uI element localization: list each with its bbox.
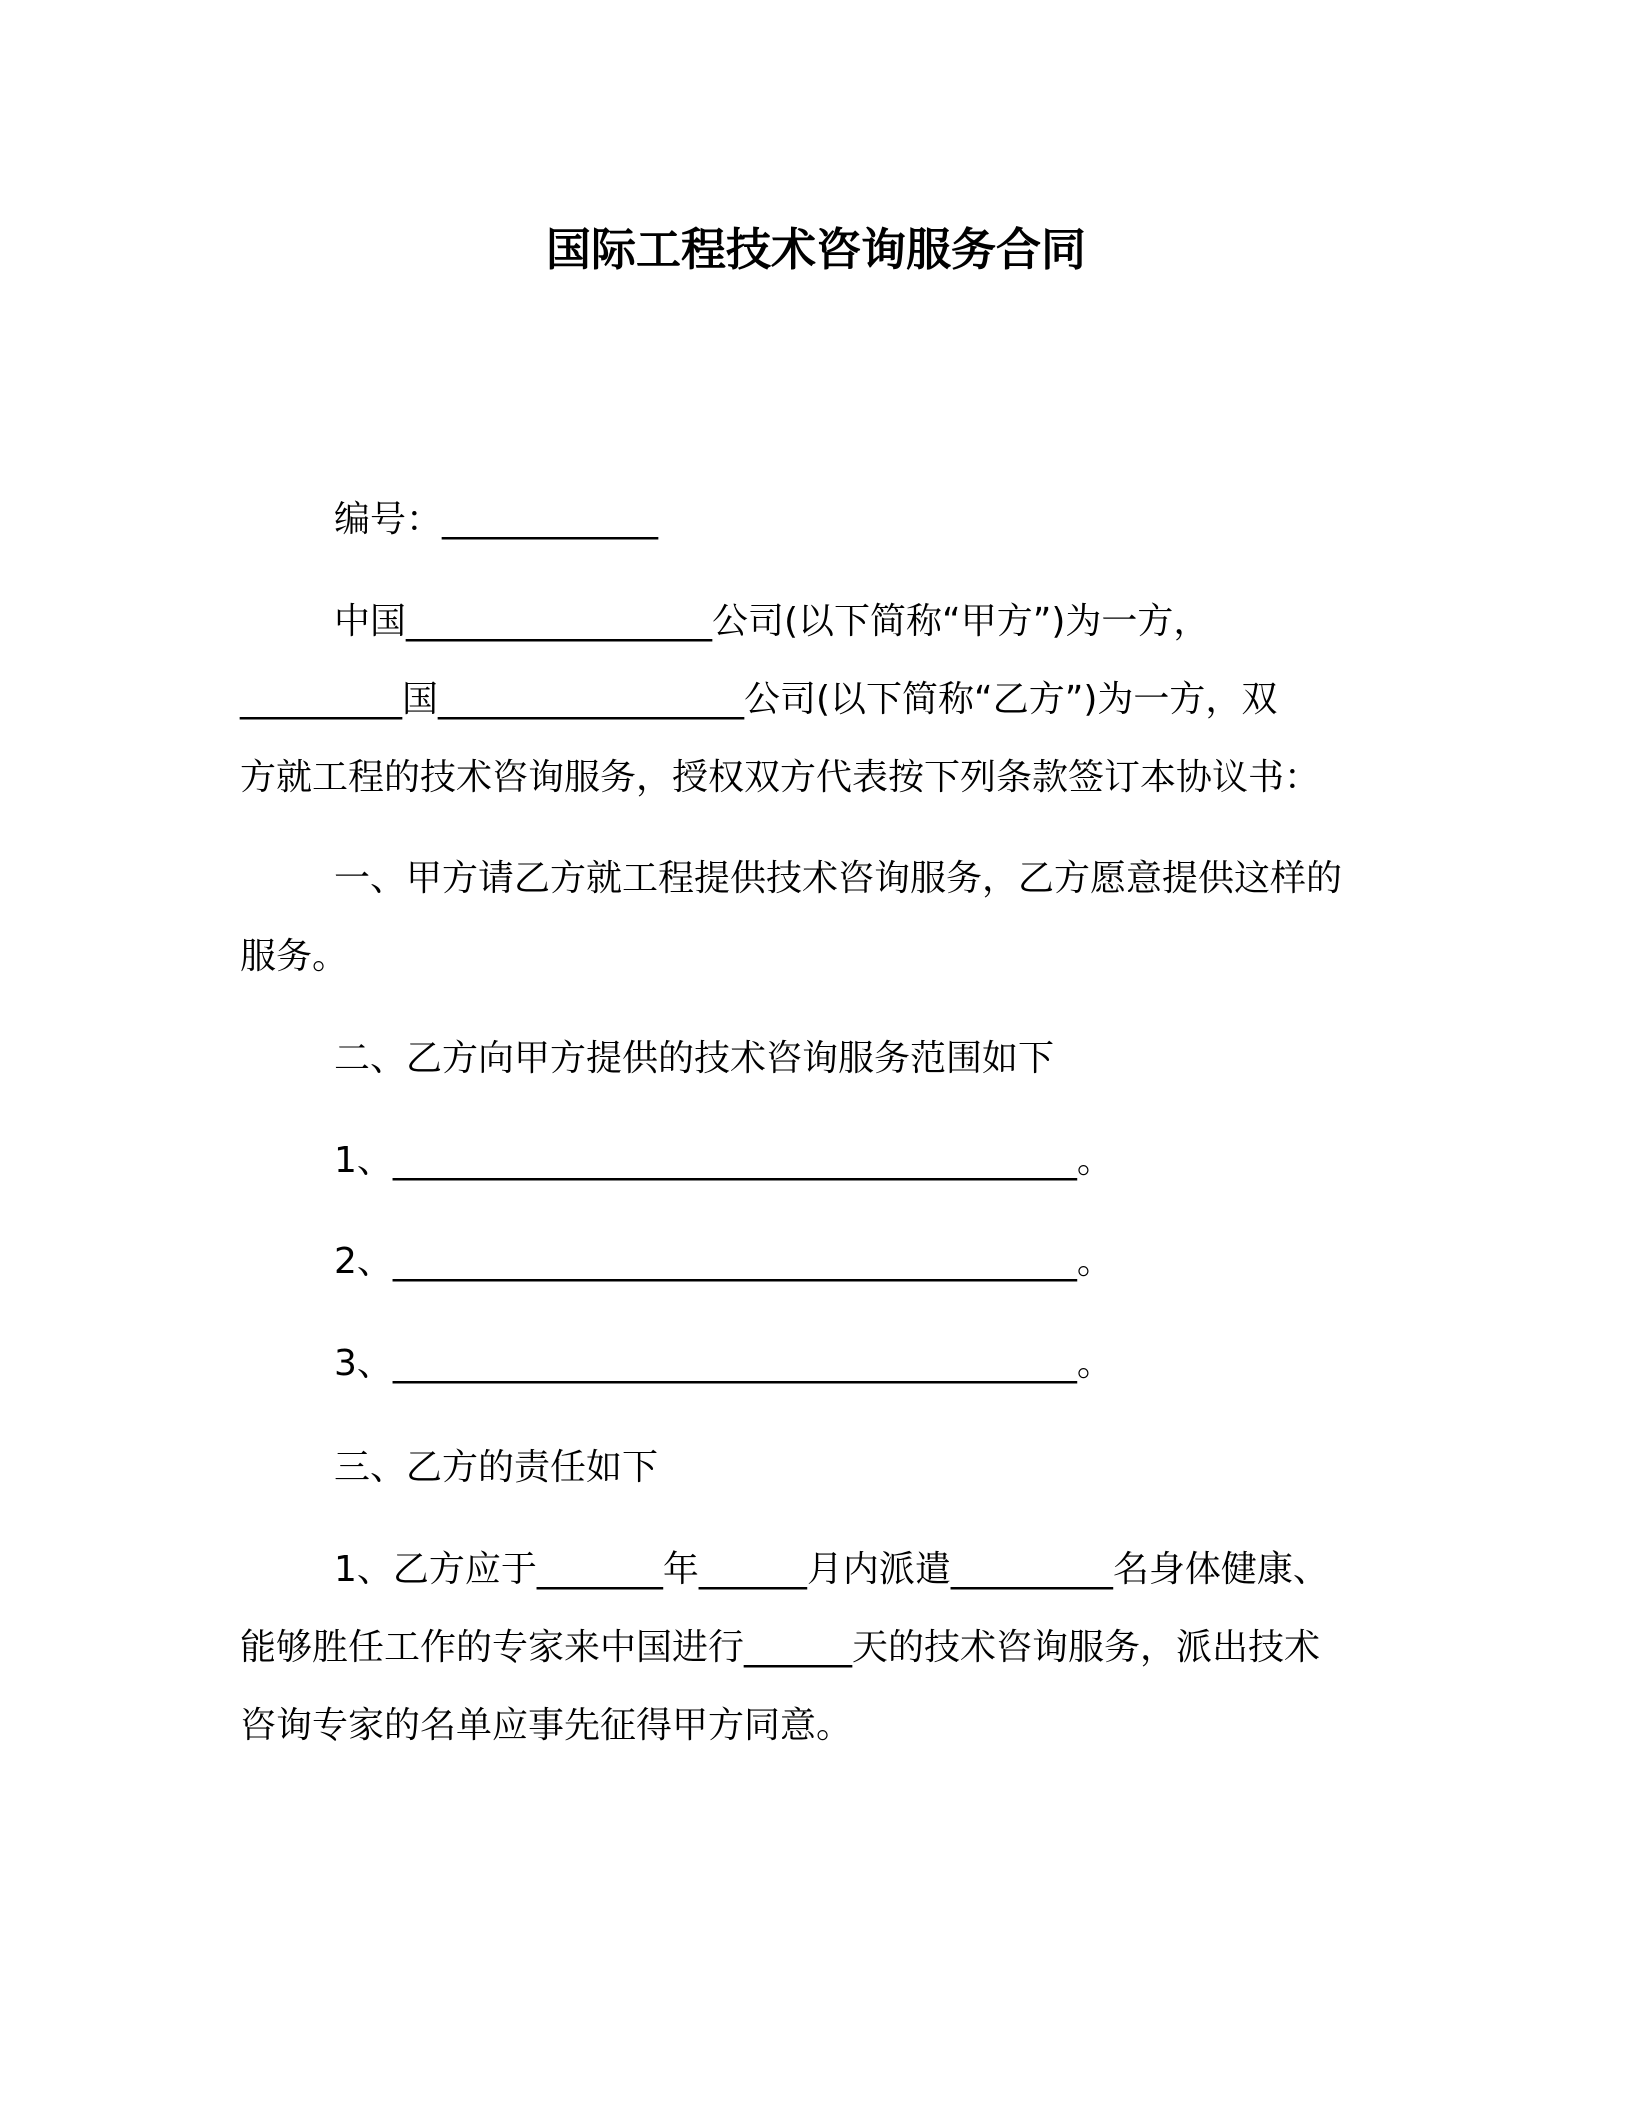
document-title: 国际工程技术咨询服务合同 xyxy=(545,223,1086,276)
service-item-2: 2、______________________________________。 xyxy=(334,1241,1113,1282)
contract-number-line: 编号：____________ xyxy=(334,499,659,540)
clause-one-line: 一、甲方请乙方就工程提供技术咨询服务，乙方愿意提供这样的 xyxy=(334,858,1343,899)
responsibility-item-1-end: 咨询专家的名单应事先征得甲方同意。 xyxy=(240,1705,853,1746)
clause-one-continued: 服务。 xyxy=(240,936,349,977)
clause-three-heading: 三、乙方的责任如下 xyxy=(334,1447,659,1488)
service-item-1: 1、______________________________________。 xyxy=(334,1140,1113,1181)
party-a-line: 中国_________________公司(以下简称“甲方”)为一方， xyxy=(334,601,1210,642)
service-item-3: 3、______________________________________。 xyxy=(334,1343,1113,1384)
party-b-line: _________国_________________公司(以下简称“乙方”)为一方，双 xyxy=(240,679,1278,720)
responsibility-item-1: 1、乙方应于_______年______月内派遣_________名身体健康、 xyxy=(334,1549,1329,1590)
clause-two-heading: 二、乙方向甲方提供的技术咨询服务范围如下 xyxy=(334,1038,1055,1079)
agreement-intro-line: 方就工程的技术咨询服务，授权双方代表按下列条款签订本协议书： xyxy=(240,757,1321,798)
responsibility-item-1-continued: 能够胜任工作的专家来中国进行______天的技术咨询服务，派出技术 xyxy=(240,1627,1321,1668)
